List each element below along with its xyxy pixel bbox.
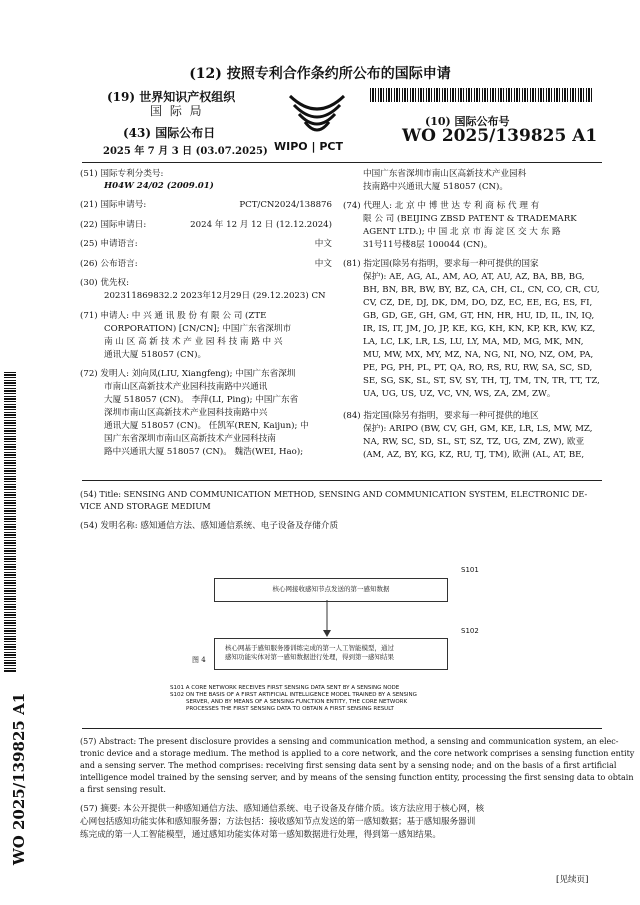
continued-footer: [见续页] — [556, 875, 589, 885]
f81-line: SE, SG, SK, SL, ST, SV, SY, TH, TJ, TM, TN, TR, TT, TZ, — [363, 376, 600, 386]
flow-box-2-line: 感知功能实体对第一感知数据进行处理，得到第一感知结果 — [225, 653, 394, 661]
abstract-zh-line: 心网包括感知功能实体和感知服务器；方法包括：接收感知节点发送的第一感知数据；基于感知服务器训 — [80, 817, 476, 827]
f72-line: 路中兴通讯大厦 518057 (CN)。 魏浩(WEI, Hao); — [104, 447, 304, 457]
side-pub-number: WO 2025/139825 A1 — [10, 692, 28, 866]
f72-line: 大厦 518057 (CN)。 李萍(LI, Ping); 中国广东省 — [104, 395, 299, 405]
divider — [82, 728, 602, 729]
f81-line: UA, UG, US, UZ, VC, VN, WS, ZA, ZM, ZW。 — [363, 389, 556, 399]
f81-line: MU, MW, MX, MY, MZ, NA, NG, NI, NO, NZ, OM, PA, — [363, 350, 594, 360]
f21-value: PCT/CN2024/138876 — [239, 200, 332, 210]
f84-line: (AM, AZ, BY, KG, KZ, RU, TJ, TM), 欧洲 (AL, AT, BE, — [363, 450, 585, 460]
document-title: (12) 按照专利合作条约所公布的国际申请 — [189, 66, 451, 82]
abstract-en-line: (57) Abstract: The present disclosure provides a sensing and communication method, a sensing and communication system, an elec- — [80, 737, 619, 746]
wipo-pct-text: WIPO | PCT — [274, 140, 343, 153]
figure-caption-line: S102 ON THE BASIS OF A FIRST ARTIFICIAL INTELLIGENCE MODEL TRAINED BY A SENSING — [170, 692, 417, 698]
flow-box-2 — [214, 638, 448, 670]
f22-label: (22) 国际申请日: — [80, 220, 147, 230]
side-barcode-icon — [4, 372, 16, 672]
f81-line: PE, PG, PH, PL, PT, QA, RO, RS, RU, RW, SA, SC, SD, — [363, 363, 593, 373]
figure-caption-line: S101 A CORE NETWORK RECEIVES FIRST SENSING DATA SENT BY A SENSING NODE — [170, 685, 400, 691]
pub-date-label: (43) 国际公布日 — [123, 126, 216, 140]
f21-label: (21) 国际申请号: — [80, 200, 147, 210]
f84-line: NA, RW, SC, SD, SL, ST, SZ, TZ, UG, ZM, ZW), 欧亚 — [363, 437, 585, 447]
pub-date: 2025 年 7 月 3 日 (03.07.2025) — [103, 146, 268, 157]
divider — [82, 162, 602, 163]
f81-line: 保护): AE, AG, AL, AM, AO, AT, AU, AZ, BA, BB, BG, — [363, 272, 585, 282]
figure-caption-line: SERVER, AND BY MEANS OF A SENSING FUNCTION ENTITY, THE CORE NETWORK — [186, 699, 408, 705]
f25-value: 中文 — [314, 239, 332, 249]
f30-label: (30) 优先权: — [80, 278, 130, 288]
org-line-1: (19) 世界知识产权组织 — [107, 90, 236, 104]
flow-box-2-line: 核心网基于感知服务器训练完成的第一人工智能模型，通过 — [225, 644, 394, 652]
f74-line: 31号11号楼8层 100044 (CN)。 — [363, 240, 493, 250]
f81-line: BH, BN, BR, BW, BY, BZ, CA, CH, CL, CN, CO, CR, CU, — [363, 285, 600, 295]
step-s102: S102 — [461, 627, 479, 635]
pub-no-label: (10) 国际公布号 — [425, 115, 510, 128]
f51-label: (51) 国际专利分类号: — [80, 169, 164, 179]
org-line-2: 国 际 局 — [150, 104, 204, 118]
f81-line: GB, GD, GE, GH, GM, GT, HN, HR, HU, ID, IL, IN, IQ, — [363, 311, 595, 321]
r0-line: 技南路中兴通讯大厦 518057 (CN)。 — [363, 182, 509, 192]
f81-line: LA, LC, LK, LR, LS, LU, LY, MA, MD, MG, MK, MN, — [363, 337, 584, 347]
flow-box-1 — [214, 578, 448, 602]
figure-caption-line: PROCESSES THE FIRST SENSING DATA TO OBTAIN A FIRST SENSING RESULT — [186, 706, 394, 712]
r0-line: 中国广东省深圳市南山区高新技术产业园科 — [363, 169, 527, 179]
flow-arrow — [322, 600, 332, 638]
abstract-en-line: and a sensing server. The method comprises: receiving first sensing data sent by a sensing node; and on the basis of a first artificial — [80, 761, 617, 770]
f81-line: CV, CZ, DE, DJ, DK, DM, DO, DZ, EC, EE, EG, ES, FI, — [363, 298, 593, 308]
abstract-zh-line: (57) 摘要: 本公开提供一种感知通信方法、感知通信系统、电子设备及存储介质。该方法应用于核心网，核 — [80, 804, 485, 814]
title-en-line: VICE AND STORAGE MEDIUM — [80, 501, 211, 511]
f72-line: 通讯大厦 518057 (CN)。 任凯军(REN, Kaijun); 中 — [104, 421, 309, 431]
f72-line: 深圳市南山区高新技术产业园科技南路中兴 — [104, 408, 268, 418]
f81-line: IR, IS, IT, JM, JO, JP, KE, KG, KH, KN, KP, KR, KW, KZ, — [363, 324, 596, 334]
divider — [82, 480, 602, 481]
f26-value: 中文 — [314, 259, 332, 269]
flow-box-1-text: 核心网接收感知节点发送的第一感知数据 — [272, 585, 390, 593]
f71-line: 南 山 区 高 新 技 术 产 业 园 科 技 南 路 中 兴 — [104, 337, 283, 347]
abstract-en-line: intelligence model trained by the sensing server, and by means of the sensing function entity, processing the first sensing data to obtain — [80, 773, 634, 782]
abstract-en-line: a first sensing result. — [80, 785, 166, 794]
f84-line: 保护): ARIPO (BW, CV, GH, GM, KE, LR, LS, MW, MZ, — [363, 424, 593, 434]
f81-line: (81) 指定国(除另有指明，要求每一种可提供的国家 — [343, 259, 539, 269]
f74-line: (74) 代理人: 北 京 中 博 世 达 专 利 商 标 代 理 有 — [343, 201, 540, 211]
title-zh: (54) 发明名称: 感知通信方法、感知通信系统、电子设备及存储介质 — [80, 521, 339, 531]
f74-line: AGENT LTD.); 中 国 北 京 市 海 淀 区 交 大 东 路 — [363, 227, 561, 237]
f84-line: (84) 指定国(除另有指明，要求每一种可提供的地区 — [343, 411, 539, 421]
f74-line: 限 公 司 (BEIJING ZBSD PATENT & TRADEMARK — [363, 214, 577, 224]
figure-label: 图 4 — [192, 656, 206, 664]
abstract-en-line: tronic device and a storage medium. The method is applied to a core network, and the core network comprises a sensing function entity — [80, 749, 635, 758]
barcode-icon — [370, 88, 592, 102]
f72-line: (72) 发明人: 刘向凤(LIU, Xiangfeng); 中国广东省深圳 — [80, 369, 296, 379]
f26-label: (26) 公布语言: — [80, 259, 138, 269]
f51-value: H04W 24/02 (2009.01) — [104, 181, 214, 191]
f71-line: (71) 申请人: 中 兴 通 讯 股 份 有 限 公 司 (ZTE — [80, 311, 267, 321]
f25-label: (25) 申请语言: — [80, 239, 138, 249]
pub-number: WO 2025/139825 A1 — [402, 126, 598, 146]
title-en-line: (54) Title: SENSING AND COMMUNICATION METHOD, SENSING AND COMMUNICATION SYSTEM, ELECTRONIC DE- — [80, 489, 588, 499]
f30-value: 202311869832.2 2023年12月29日 (29.12.2023) CN — [104, 291, 326, 301]
wipo-logo-icon — [284, 92, 350, 140]
f72-line: 国广东省深圳市南山区高新技术产业园科技南 — [104, 434, 276, 444]
step-s101: S101 — [461, 566, 479, 574]
abstract-zh-line: 练完成的第一人工智能模型，通过感知功能实体对第一感知数据进行处理，得到第一感知结果。 — [80, 830, 441, 840]
f71-line: 通讯大厦 518057 (CN)。 — [104, 350, 207, 360]
f72-line: 市南山区高新技术产业园科技南路中兴通讯 — [104, 382, 268, 392]
f71-line: CORPORATION) [CN/CN]; 中国广东省深圳市 — [104, 324, 292, 334]
f22-value: 2024 年 12 月 12 日 (12.12.2024) — [190, 220, 332, 230]
